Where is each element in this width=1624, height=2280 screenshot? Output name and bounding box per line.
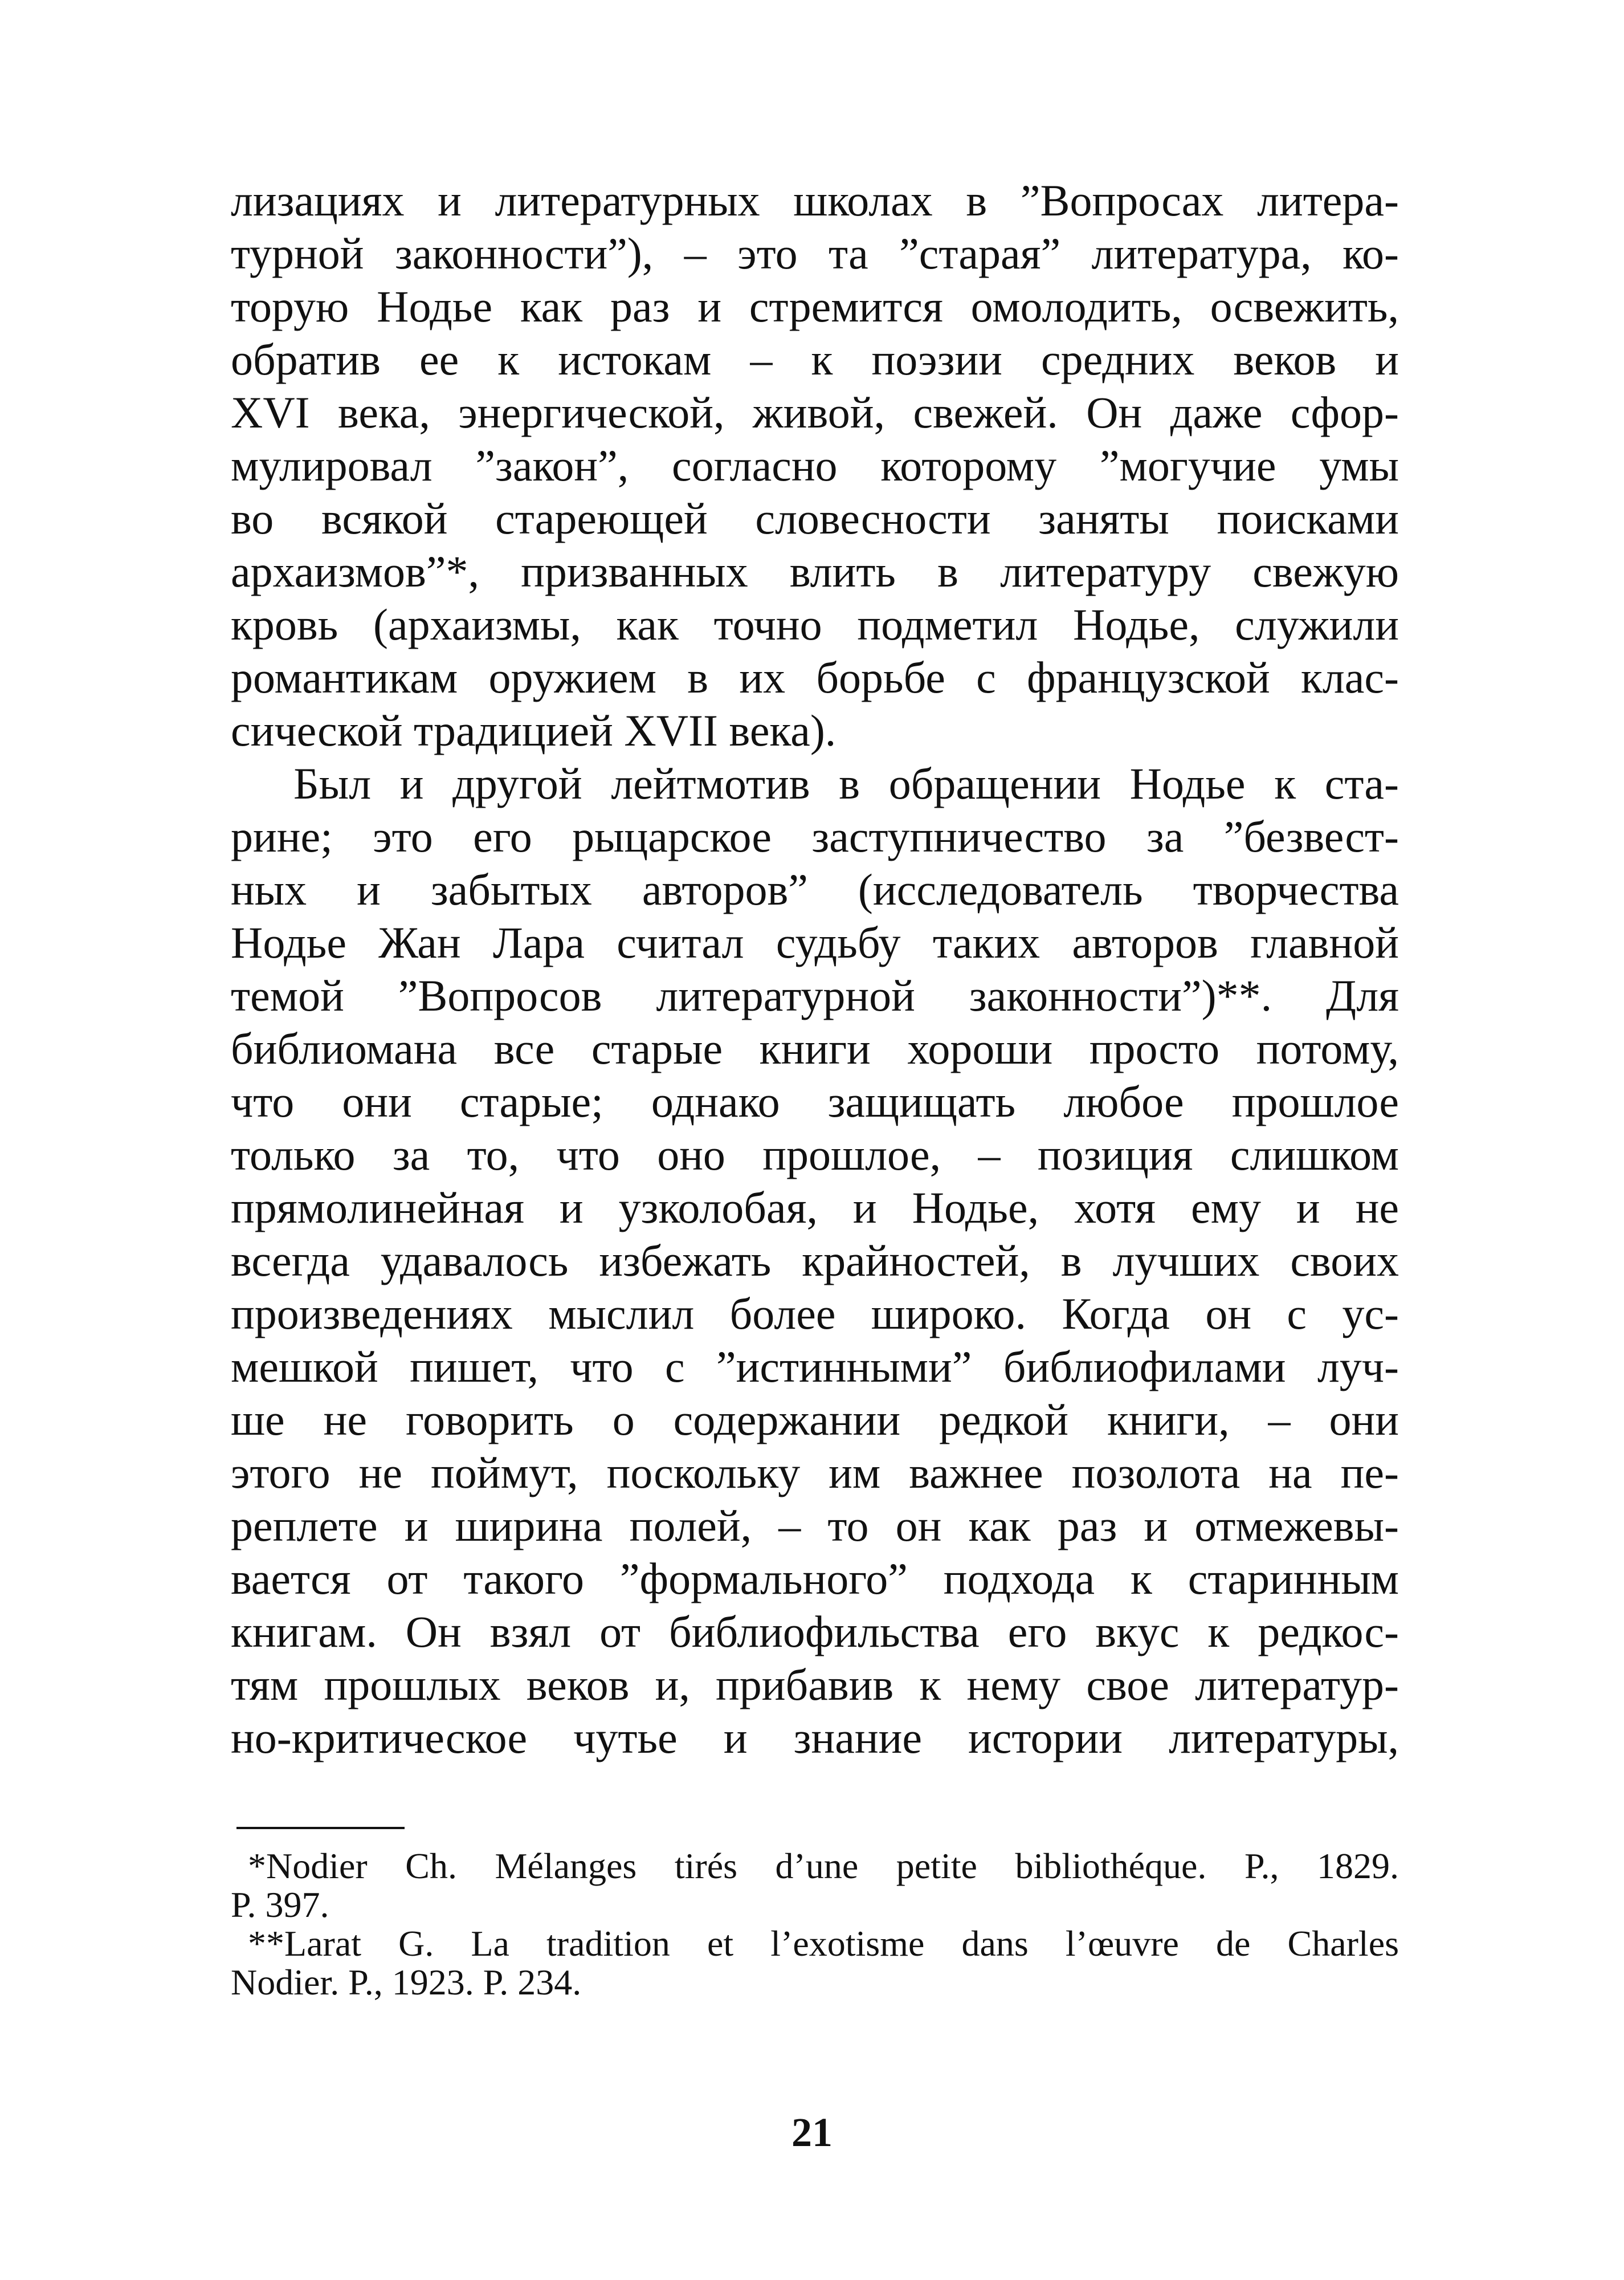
text-line: во всякой стареющей словесности заняты поисками	[231, 494, 1399, 543]
footnote-1: *Nodier Ch. Mélanges tirés d’une petite bibliothéque. P., 1829.	[248, 1846, 1399, 1886]
text-line: всегда удавалось избежать крайностей, в лучших своих	[231, 1236, 1399, 1285]
text-line: этого не поймут, поскольку им важнее позолота на пе-	[231, 1448, 1399, 1497]
text-line: XVI века, энергической, живой, свежей. Он даже сфор-	[231, 388, 1399, 437]
footnote-2: **Larat G. La tradition et l’exotisme dans l’œuvre de Charles	[248, 1923, 1399, 1964]
text-line: Нодье Жан Лара считал судьбу таких авторов главной	[231, 918, 1399, 967]
text-line: торую Нодье как раз и стремится омолодить, освежить,	[231, 282, 1399, 331]
text-line: книгам. Он взял от библиофильства его вкус к редкос-	[231, 1607, 1399, 1656]
footnote-1-continuation: P. 397.	[231, 1884, 329, 1925]
text-line: романтикам оружием в их борьбе с французской клас-	[231, 653, 1399, 702]
footnote-2-continuation: Nodier. P., 1923. P. 234.	[231, 1962, 582, 2002]
text-line: мулировал ”закон”, согласно которому ”могучие умы	[231, 441, 1399, 490]
footnotes	[231, 1847, 1399, 2002]
footnote-divider	[236, 1827, 405, 1829]
paragraph-end-line: сической традицией XVII века).	[231, 706, 837, 755]
text-line: мешкой пишет, что с ”истинными” библиофилами луч-	[231, 1342, 1399, 1391]
text-line: тям прошлых веков и, прибавив к нему свое литератур-	[231, 1660, 1399, 1709]
paragraph-start-line: Был и другой лейтмотив в обращении Нодье к ста-	[293, 759, 1399, 808]
text-line: рине; это его рыцарское заступничество за ”безвест-	[231, 812, 1399, 861]
text-line: вается от такого ”формального” подхода к старинным	[231, 1554, 1399, 1603]
page-number: 21	[791, 2110, 833, 2155]
text-line: библиомана все старые книги хороши просто потому,	[231, 1024, 1399, 1073]
text-line: турной законности”), – это та ”старая” литература, ко-	[231, 229, 1399, 278]
text-line: темой ”Вопросов литературной законности”)**. Для	[231, 971, 1399, 1020]
text-line: ше не говорить о содержании редкой книги, – они	[231, 1395, 1399, 1444]
text-line: только за то, что оно прошлое, – позиция слишком	[231, 1130, 1399, 1179]
body-text	[231, 174, 1399, 1764]
text-line: но-критическое чутье и знание истории литературы,	[231, 1713, 1399, 1762]
text-line: кровь (архаизмы, как точно подметил Нодье, служили	[231, 600, 1399, 649]
text-line: что они старые; однако защищать любое прошлое	[231, 1077, 1399, 1126]
text-line: лизациях и литературных школах в ”Вопросах литера-	[231, 176, 1399, 225]
text-line: реплете и ширина полей, – то он как раз и отмежевы-	[231, 1501, 1399, 1550]
text-line: ных и забытых авторов” (исследователь творчества	[231, 865, 1399, 914]
text-line: архаизмов”*, призванных влить в литературу свежую	[231, 547, 1399, 596]
text-line: произведениях мыслил более широко. Когда он с ус-	[231, 1289, 1399, 1338]
text-line: прямолинейная и узколобая, и Нодье, хотя ему и не	[231, 1183, 1399, 1232]
text-line: обратив ее к истокам – к поэзии средних веков и	[231, 335, 1399, 384]
